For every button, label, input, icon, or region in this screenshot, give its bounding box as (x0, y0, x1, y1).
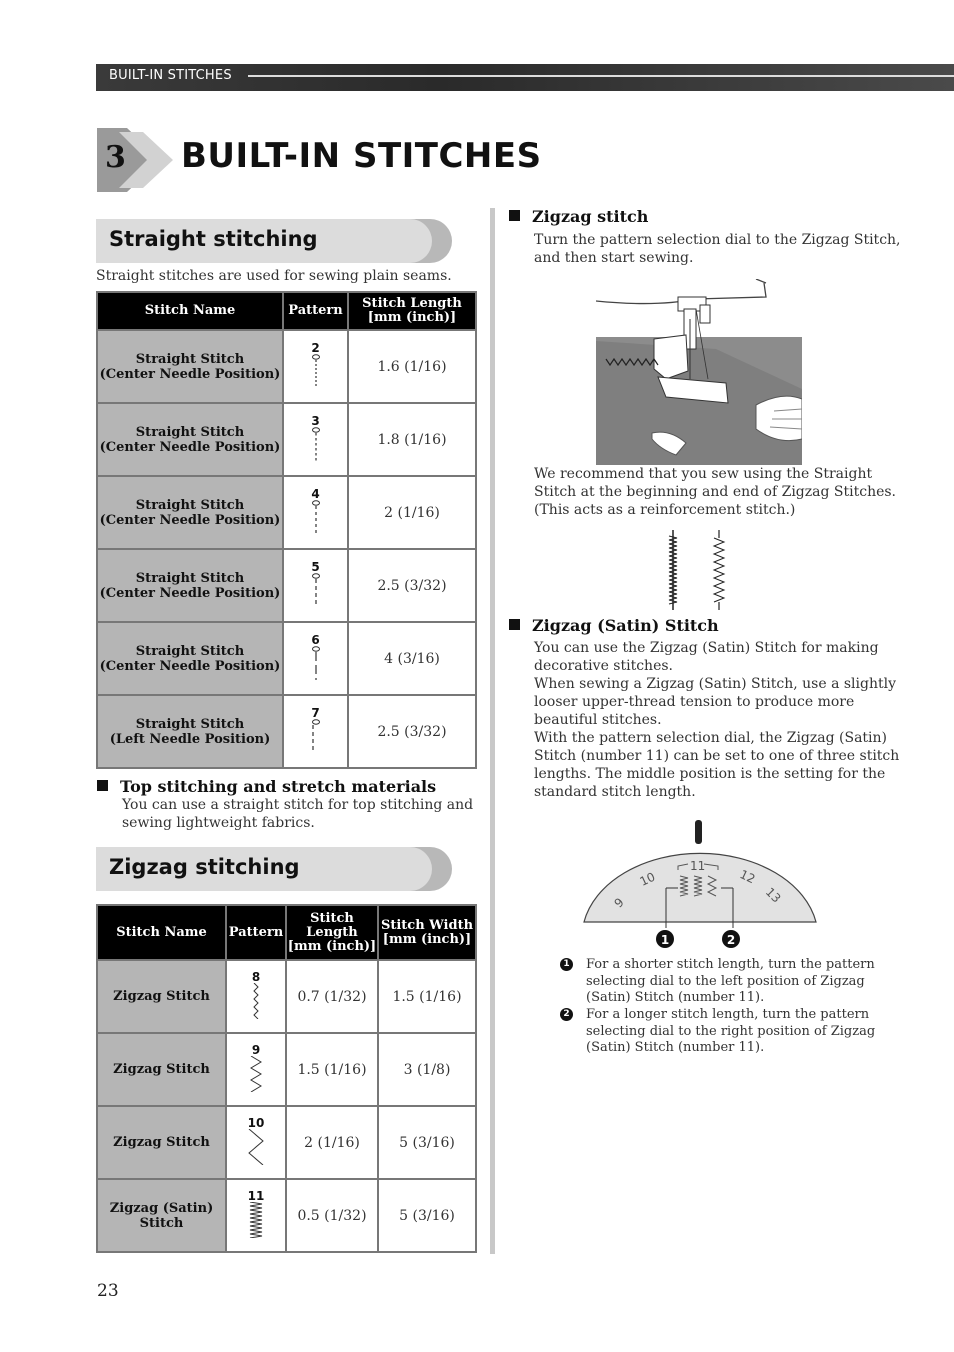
table-row (97, 403, 476, 476)
stitch-width: 5 (3/16) (378, 1179, 476, 1252)
table-row (97, 1106, 476, 1179)
section-header-straight (96, 219, 474, 263)
stitch-length: 4 (3/16) (348, 622, 476, 695)
straight-stitch-pattern-icon (309, 646, 323, 680)
pattern-cell (226, 960, 286, 1033)
topstitch-heading: Top stitching and stretch materials (97, 777, 436, 796)
callout-1-label: 1 (660, 933, 670, 947)
dial-number-11: 11 (690, 859, 706, 873)
satin-stitch-heading: Zigzag (Satin) Stitch (509, 616, 719, 635)
callout-2-icon: 2 (560, 1008, 573, 1021)
stitch-length: 0.5 (1/32) (286, 1179, 378, 1252)
table-row (97, 476, 476, 549)
stitch-length: 2 (1/16) (286, 1106, 378, 1179)
pattern-cell (283, 330, 348, 403)
pattern-number: 11 (247, 1188, 265, 1203)
square-bullet-icon (97, 780, 108, 791)
table-row (97, 549, 476, 622)
stitch-length: 1.5 (1/16) (286, 1033, 378, 1106)
satin-stitch-pattern-icon (248, 1202, 264, 1238)
stitch-length: 0.7 (1/32) (286, 960, 378, 1033)
stitch-width: 5 (3/16) (378, 1106, 476, 1179)
page-number: 23 (97, 1281, 119, 1301)
pattern-number: 2 (311, 340, 320, 355)
straight-stitch-table (96, 291, 477, 769)
straight-intro: Straight stitches are used for sewing plain seams. (96, 268, 452, 284)
callout-2-label: 2 (726, 933, 736, 947)
recommend-text: We recommend that you sew using the Straight Stitch at the beginning and end of Zigzag Stitches. (This acts as a reinforcement stitch.) (534, 466, 897, 518)
col-stitch-length: Stitch Length [mm (inch)] (348, 292, 476, 330)
col-stitch-name: Stitch Name (97, 905, 226, 960)
pattern-number: 10 (247, 1115, 265, 1130)
running-header (96, 64, 954, 91)
stitch-name: Zigzag Stitch (97, 1033, 226, 1106)
table-row (97, 622, 476, 695)
table-row (97, 1033, 476, 1106)
pattern-number: 7 (311, 705, 320, 720)
col-stitch-name: Stitch Name (97, 292, 283, 330)
stitch-name: Straight Stitch (Left Needle Position) (97, 695, 283, 768)
pattern-number: 4 (311, 486, 320, 501)
dial-number-12: 12 (737, 867, 758, 887)
col-stitch-width: Stitch Width [mm (inch)] (378, 905, 476, 960)
left-needle-stitch-pattern-icon (309, 719, 323, 753)
pattern-cell (283, 403, 348, 476)
col-pattern: Pattern (283, 292, 348, 330)
zigzag-stitch-table (96, 904, 477, 1253)
pattern-cell (226, 1106, 286, 1179)
stitch-length: 2 (1/16) (348, 476, 476, 549)
running-header-rule (248, 75, 954, 77)
chapter-title: BUILT-IN STITCHES (181, 136, 542, 176)
stitch-width: 3 (1/8) (378, 1033, 476, 1106)
pattern-number: 3 (311, 413, 320, 428)
pattern-cell (283, 549, 348, 622)
table-row (97, 695, 476, 768)
stitch-name: Zigzag Stitch (97, 960, 226, 1033)
dial-number-9: 9 (611, 895, 627, 911)
square-bullet-icon (509, 619, 520, 630)
stitch-name: Zigzag Stitch (97, 1106, 226, 1179)
straight-stitch-pattern-icon (309, 573, 323, 607)
col-pattern: Pattern (226, 905, 286, 960)
section-header-zigzag (96, 847, 474, 891)
zigzag-stitch-text: Turn the pattern selection dial to the Zigzag Stitch, and then start sewing. (534, 232, 901, 266)
section-title-straight: Straight stitching (109, 227, 318, 251)
pattern-number: 5 (311, 559, 320, 574)
stitch-name: Straight Stitch (Center Needle Position) (97, 330, 283, 403)
running-header-label: BUILT-IN STITCHES (109, 68, 232, 83)
reinforcement-stitch-illustration (660, 530, 730, 610)
stitch-name: Straight Stitch (Center Needle Position) (97, 476, 283, 549)
pattern-number: 8 (251, 969, 261, 984)
chapter-number: 3 (105, 140, 126, 175)
dial-number-13: 13 (762, 884, 784, 906)
zigzag-stitch-heading: Zigzag stitch (509, 207, 648, 226)
stitch-length: 2.5 (3/32) (348, 549, 476, 622)
stitch-width: 1.5 (1/16) (378, 960, 476, 1033)
pattern-cell (283, 695, 348, 768)
zigzag-narrow-pattern-icon (249, 983, 263, 1019)
dial-number-10: 10 (637, 869, 658, 889)
stitch-name: Straight Stitch (Center Needle Position) (97, 622, 283, 695)
sewing-machine-foot-illustration (596, 279, 802, 465)
pattern-cell (226, 1179, 286, 1252)
table-header-row (97, 292, 476, 330)
section-title-zigzag: Zigzag stitching (109, 855, 300, 879)
stitch-name: Zigzag (Satin) Stitch (97, 1179, 226, 1252)
pattern-cell (226, 1033, 286, 1106)
zigzag-wide-pattern-icon (247, 1129, 265, 1165)
pattern-cell (283, 622, 348, 695)
table-row (97, 960, 476, 1033)
col-stitch-length: Stitch Length [mm (inch)] (286, 905, 378, 960)
pattern-cell (283, 476, 348, 549)
stitch-name: Straight Stitch (Center Needle Position) (97, 403, 283, 476)
satin-stitch-text: You can use the Zigzag (Satin) Stitch for making decorative stitches. When sewing a Zigzag (Satin) Stitch, use a slightly looser upper-thread tension to produce more beautiful stitches. With the pattern selection dial, the Zigzag (Satin) Stitch (number 11) can be set to one of three stitch lengths. The middle position is the setting for the standard stitch length. (534, 640, 900, 800)
column-divider (490, 208, 495, 1254)
table-row (97, 330, 476, 403)
stitch-name: Straight Stitch (Center Needle Position) (97, 549, 283, 622)
table-row (97, 1179, 476, 1252)
note-1: 1 For a shorter stitch length, turn the pattern selecting dial to the left position of Zigzag (Satin) Stitch (number 11). (560, 957, 875, 1007)
stitch-length: 1.6 (1/16) (348, 330, 476, 403)
stitch-length: 2.5 (3/32) (348, 695, 476, 768)
table-header-row (97, 905, 476, 960)
note-2: 2 For a longer stitch length, turn the pattern selecting dial to the right position of Zigzag (Satin) Stitch (number 11). (560, 1007, 875, 1057)
pattern-number: 9 (251, 1042, 261, 1057)
straight-stitch-pattern-icon (309, 427, 323, 461)
topstitch-text: You can use a straight stitch for top stitching and sewing lightweight fabrics. (122, 797, 474, 831)
zigzag-medium-pattern-icon (248, 1056, 264, 1092)
straight-stitch-pattern-icon (309, 354, 323, 388)
square-bullet-icon (509, 210, 520, 221)
pattern-selection-dial-illustration (578, 818, 822, 950)
callout-1-icon: 1 (560, 958, 573, 971)
straight-stitch-pattern-icon (309, 500, 323, 534)
pattern-number: 6 (311, 632, 320, 647)
stitch-length: 1.8 (1/16) (348, 403, 476, 476)
